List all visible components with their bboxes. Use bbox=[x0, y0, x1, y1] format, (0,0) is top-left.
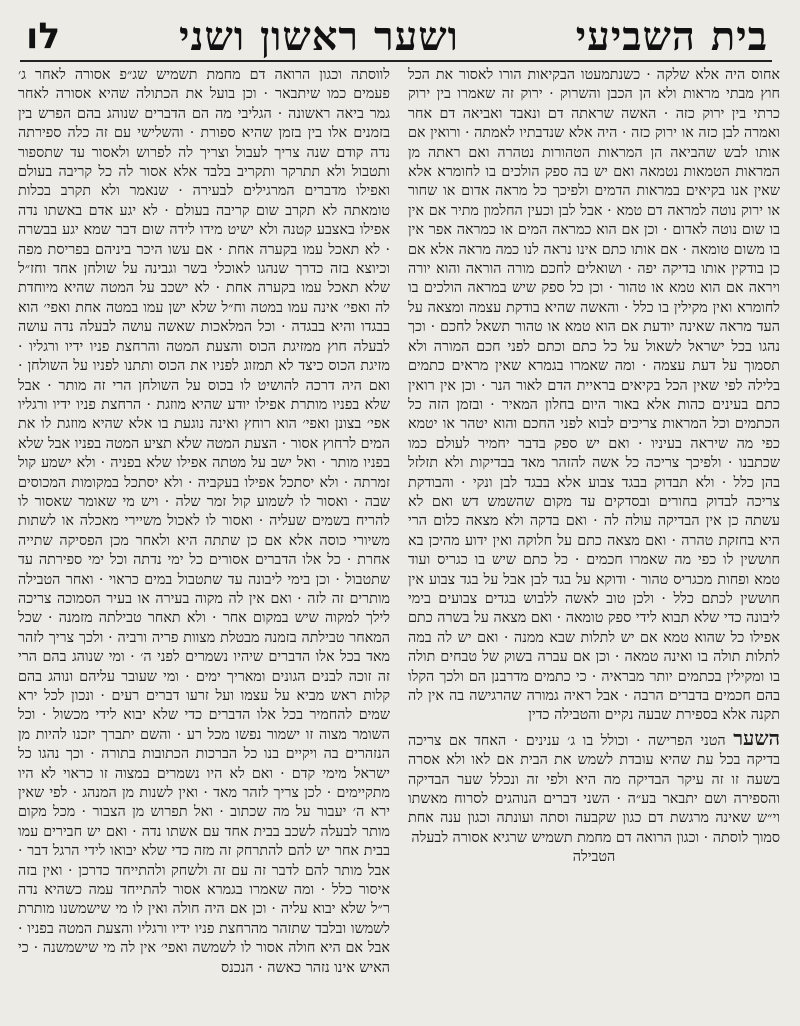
running-header bbox=[20, 8, 772, 62]
left-column-paragraph: לווסתה וכגון הרואה דם מחמת תשמיש שג״פ אסורה לאחר ג׳ פעמים כמו שיתבאר · וכן בועל את הכתולה שהיא אסורה לאחר גמר ביאה ראשונה · הגליבי מה הם הדברים שנוהג בהם הפרש בין בזמנים אלו בין בזמן שהיא ספורת · והשלישי עם זה כלה ספירתה נדה קודם שנה צריך לעבול וצריך לה לפרוש ולאסור עד שתספור ותטבול ולא תתרקר ותקריב בלבד אלא אסור לה כל קריבה בעולם ואפילו מדברים המרגילים לבעירה · שנאמר ולא תקרב בכלות טומאתה לא תקרב שום קריבה בעולם · לא יגע אדם באשתו נדה אפילו באצבע קטנה ולא ישיט מידו לידה שום דבר שמא יגע בבשרה · לא תאכל עמו בקערה אחת · אם עשו היכר ביניהם בפריסת מפה וכיוצא בזה כדרך שנהגו לאוכלי בשר וגבינה על שולחן אחד וחז״ל שלא תאכל עמו בקערה אחת · לא ישכב על המטה שהיא מיוחדת לה ואפי׳ אינה עמו במטה וח״ל שלא ישן עמו במטה אחת ואפי׳ הוא בבגדו והיא בבגדה · וכל המלאכות שאשה עושה לבעלה נדה עושה לבעלה חוץ ממזיגת הכוס והצעת המטה והרחצת פניו ידיו ורגליו · מזיגת הכוס כיצד לא תמזוג לפניו את הכוס ותתנו לפניו על השולחן · ואם היה דרכה להושיט לו בכוס על השולחן הרי זה מותר · אבל שלא בפניו מותרת אפילו יודע שהיא מוזגת · הרחצת פניו ידיו ורגליו אפי׳ בצונן ואפי׳ הוא רוחץ ואינה נוגעת בו אלא שהיא מוזגת לו את המים לרחוץ אסור · הצעת המטה שלא תציע המטה בפניו אבל שלא בפניו מותר · ואל ישב על מטתה אפילו שלא בפניה · ולא ישמע קול זמרתה · ולא יסתכל אפילו בעקביה · ולא יסתכל במקומות המכוסים שבה · ואסור לו לשמוע קול זמר שלה · ויש מי שאומר שאסור לו להריח בשמים שעליה · ואסור לו לאכול משיירי מאכלה או לשתות משיורי כוסה אלא אם כן שתתה היא ולאחר מכן הפסיקה שתייה אחרת · כל אלו הדברים אסורים כל ימי נדתה וכל ימי ספירתה עד שתטבול · וכן בימי ליבונה עד שתטבול במים כראוי · ואחר הטבילה מותרים זה לזה · ואם אין לה מקוה בעירה או בעיר הסמוכה צריכה לילך למקוה שיש במקום אחר · ולא תאחר טבילתה מזמנה · שכל המאחר טבילתה בזמנה מבטלת מצוות פריה ורביה · ולכך צריך לזהר מאד בכל אלו הדברים שיהיו נשמרים לפני ה׳ · ומי שנוהג בהם הרי זה זוכה לבנים הגונים ומאריך ימים · ומי שעובר עליהם ונוהג בהם קלות ראש מביא על עצמו ועל זרעו דברים רעים · ונכון לכל ירא שמים להחמיר בכל אלו הדברים כדי שלא יבוא לידי מכשול · וכל השומר מצוה זו ישמור נפשו מכל רע · והשם יתברך יזכנו להיות מן הנזהרים בה ויקיים בנו כל הברכות הכתובות בתורה · וכך נהגו כל ישראל מימי קדם · ואם לא היו נשמרים במצוה זו כראוי לא היו מתקיימים · לכן צריך לזהר מאד · ואין לשנות מן המנהג · לפי שאין ירא ה׳ יעבור על מה שכתוב · ואל תפרוש מן הצבור · מכל מקום מותר לבעלה לשכב בבית אחד עם אשתו נדה · ואם יש חבירים עמו בבית אחר יש להם להתרחק זה מזה כדי שלא יבואו לידי הרגל דבר · אבל מותר להם לדבר זה עם זה ולשחק ולהתייחד כדרכן · ואין בזה איסור כלל · ומה שאמרו בגמרא אסור להתייחד עמה כשהיא נדה ר״ל שלא יבוא עליה · וכן אם היה חולה ואין לו מי שישמשנו מותרת לשמשו ובלבד שתזהר מהרחצת פניו ידיו ורגליו והצעת המטה בפניו · אבל אם היא חולה אסור לו לשמשה ואפי׳ אין לה מי שישמשנה · כי האיש אינו נזהר כאשה · הנכנס bbox=[18, 67, 390, 976]
left-column bbox=[18, 66, 390, 1012]
closing-word: הטבילה bbox=[572, 849, 616, 866]
section-text: הטני הפרישה · וכולל בו ג׳ ענינים · האחד אם צריכה בדיקה בכל עת שהיא עובדת לשמש את הבית אם לאו ולא אסרה בשעה זו זה עיקר הבדיקה מה היא ולפי זה ונכלל שער הבדיקה והספירה ושם יתבאר בע״ה · השני דברים הנוהגים לסרוח מאשתו וי״ש שאינה מרגשת דם כגון שקבעה וסתה ועונתה וכגון ענה אחת סמוך לוסתה · וכגון הרואה דם מחמת תשמיש שרגיא אסורה לבעלה bbox=[408, 732, 780, 846]
running-title-left: ושער ראשון ושני bbox=[179, 13, 459, 60]
section-heading: השער bbox=[733, 725, 780, 750]
page-number: לו bbox=[26, 16, 61, 57]
right-column-paragraph: אחוס היה אלא שלקה · כשנתמעטו הבקיאות הורו לאסור את הכל חוץ מבתי מראות ולא הן הכבן והשרוק · ירוק זה שאמרו בין ירוק כרתי בין ירוק כזה · האשה שראתה דם ונאבד ואביאה דם אחר ואמרה לבן כזה או ירוק כזה · היה אלא שנדבתיו לאמתה · ורואין אם אותו לבש שהביאה הן המראות הטהורות נטהרה ואם ראתה מן המראות הטמאות נטמאה ואם יש בה ספק הולכים בו לחומרא אלא שאין אנו בקיאים במראות הדמים ולפיכך כל מראה אדום או שחור או ירוק נוטה למראה דם טמא · אבל לבן וכעין החלמון מתיר אם אין בו שום נוטה לאדום · וכן אם הוא כמראה המים או כמראה אפר אין בו משום טומאה · אם אותו כתם אינו נראה לנו כמה מראה אלא אם כן בודקין אותו בדיקה יפה · ושואלים לחכם מורה הוראה והוא יורה ויראה אם הוא טמא או טהור · וכן כל ספק שיש במראה הולכים בו לחומרא ואין מקילין בו כלל · והאשה שהיא בודקת עצמה ומצאה על העד מראה שאינה יודעת אם הוא טמא או טהור תשאל לחכם · וכך נהגו בכל ישראל לשאול על כל כתם וכתם לפני חכם המורה ולא תסמוך על דעת עצמה · ומה שאמרו בגמרא שאין מראים כתמים בלילה לפי שאין הכל בקיאים בראיית הדם לאור הנר · וכן אין רואין כתם בעינים כהות אלא באור היום בחלון המאיר · ובזמן הזה כל הכתמים וכל המראות צריכים לבוא לפני החכם והוא יטהר או יטמא כפי מה שיראה בעיניו · ואם יש ספק בדבר יחמיר לעולם כמו שכתבנו · ולפיכך צריכה כל אשה להזהר מאד בבדיקות ולא תזלזל בהן כלל · ולא תבדוק בבגד צבוע אלא בבגד לבן ונקי · והבודקת צריכה לבדוק בחורים ובסדקים עד מקום שהשמש דש ואם לא עשתה כן אין הבדיקה עולה לה · ואם בדקה ולא מצאה כלום הרי היא בחזקת טהרה · ואם מצאה כתם על חלוקה ואין ידוע מהיכן בא חוששין לו כפי מה שאמרו חכמים · כל כתם שיש בו כגריס ועוד טמא ופחות מכגריס טהור · ודוקא על בגד לבן אבל על בגד צבוע אין חוששין לכתם כלל · ולכן טוב לאשה ללבוש בגדים צבועים בימי ליבונה כדי שלא תבוא לידי ספק טומאה · ואם מצאה על בשרה כתם אפילו כל שהוא טמא אם יש לתלות שבא ממנה · ואם יש לה במה לתלות תולה בו ואינה טמאה · וכן אם עברה בשוק של טבחים תולה בו ומקילין בכתמים יותר מבראיה · כי כתמים מדרבנן הם ולכך הקלו בהם חכמים בדברים הרבה · אבל ראיה גמורה שהרגישה בה אין לה תקנה אלא בספירת שבעה נקיים והטבילה כדין bbox=[408, 67, 780, 724]
running-title-right: בית השביעי bbox=[575, 13, 768, 60]
right-column bbox=[408, 66, 780, 1012]
text-columns bbox=[18, 66, 780, 1012]
